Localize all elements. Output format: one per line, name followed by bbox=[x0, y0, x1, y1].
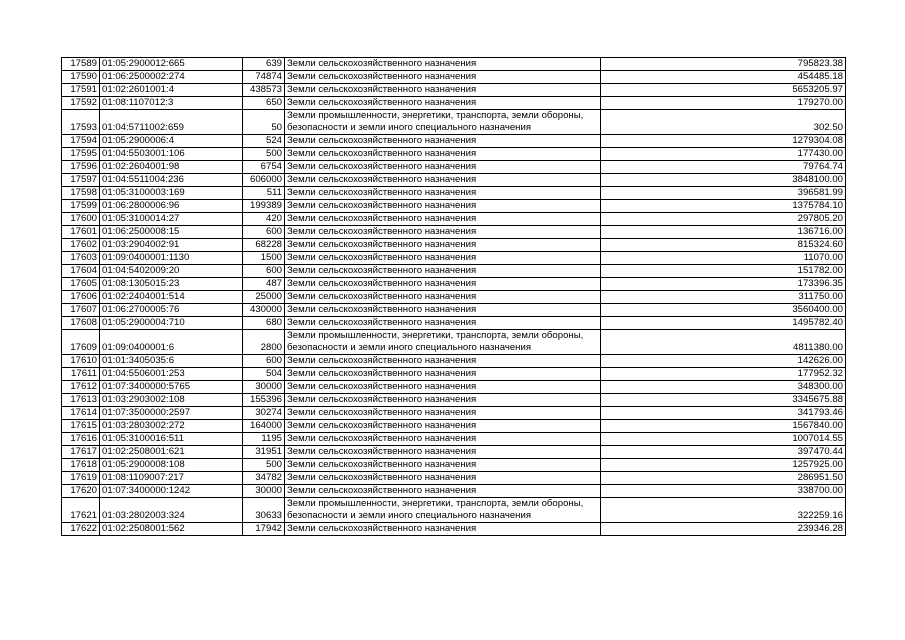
row-number: 17609 bbox=[62, 330, 100, 355]
cadastral-value: 302.50 bbox=[601, 110, 846, 135]
land-category: Земли сельскохозяйственного назначения bbox=[285, 472, 601, 485]
cadastral-number: 01:04:5503001:106 bbox=[100, 148, 243, 161]
land-category: Земли промышленности, энергетики, транспорта, земли обороны, безопасности и земли иного специального назначения bbox=[285, 498, 601, 523]
cadastral-value: 795823.38 bbox=[601, 58, 846, 71]
cadastral-value: 1567840.00 bbox=[601, 420, 846, 433]
row-number: 17593 bbox=[62, 110, 100, 135]
row-number: 17622 bbox=[62, 523, 100, 536]
cadastral-value: 4811380.00 bbox=[601, 330, 846, 355]
cadastral-number: 01:07:3400000:5765 bbox=[100, 381, 243, 394]
land-category: Земли сельскохозяйственного назначения bbox=[285, 291, 601, 304]
land-category: Земли сельскохозяйственного назначения bbox=[285, 368, 601, 381]
area-value: 68228 bbox=[243, 239, 285, 252]
cadastral-number: 01:04:5511004:236 bbox=[100, 174, 243, 187]
area-value: 606000 bbox=[243, 174, 285, 187]
area-value: 31951 bbox=[243, 446, 285, 459]
cadastral-number: 01:02:2508001:562 bbox=[100, 523, 243, 536]
cadastral-number: 01:03:2802003:324 bbox=[100, 498, 243, 523]
table-row bbox=[62, 498, 846, 523]
row-number: 17594 bbox=[62, 135, 100, 148]
table-row bbox=[62, 472, 846, 485]
row-number: 17604 bbox=[62, 265, 100, 278]
table-row bbox=[62, 459, 846, 472]
land-category: Земли сельскохозяйственного назначения bbox=[285, 148, 601, 161]
land-category: Земли сельскохозяйственного назначения bbox=[285, 278, 601, 291]
area-value: 524 bbox=[243, 135, 285, 148]
cadastral-value: 348300.00 bbox=[601, 381, 846, 394]
table-row bbox=[62, 71, 846, 84]
land-category: Земли сельскохозяйственного назначения bbox=[285, 84, 601, 97]
cadastral-number: 01:05:2900004:710 bbox=[100, 317, 243, 330]
cadastral-value: 311750.00 bbox=[601, 291, 846, 304]
area-value: 500 bbox=[243, 459, 285, 472]
area-value: 25000 bbox=[243, 291, 285, 304]
area-value: 1500 bbox=[243, 252, 285, 265]
cadastral-value: 396581.99 bbox=[601, 187, 846, 200]
row-number: 17617 bbox=[62, 446, 100, 459]
row-number: 17597 bbox=[62, 174, 100, 187]
area-value: 600 bbox=[243, 226, 285, 239]
row-number: 17608 bbox=[62, 317, 100, 330]
row-number: 17605 bbox=[62, 278, 100, 291]
cadastral-value: 11070.00 bbox=[601, 252, 846, 265]
cadastral-number: 01:04:5402009:20 bbox=[100, 265, 243, 278]
area-value: 511 bbox=[243, 187, 285, 200]
land-category: Земли сельскохозяйственного назначения bbox=[285, 304, 601, 317]
table-row bbox=[62, 278, 846, 291]
cadastral-value: 1007014.55 bbox=[601, 433, 846, 446]
row-number: 17599 bbox=[62, 200, 100, 213]
table-row bbox=[62, 394, 846, 407]
area-value: 487 bbox=[243, 278, 285, 291]
land-category: Земли сельскохозяйственного назначения bbox=[285, 446, 601, 459]
table-row bbox=[62, 368, 846, 381]
cadastral-number: 01:04:5506001:253 bbox=[100, 368, 243, 381]
row-number: 17613 bbox=[62, 394, 100, 407]
area-value: 650 bbox=[243, 97, 285, 110]
cadastral-number: 01:06:2500008:15 bbox=[100, 226, 243, 239]
cadastral-number: 01:06:2700005:76 bbox=[100, 304, 243, 317]
land-parcel-rows bbox=[62, 58, 846, 536]
area-value: 500 bbox=[243, 148, 285, 161]
table-row bbox=[62, 110, 846, 135]
area-value: 438573 bbox=[243, 84, 285, 97]
cadastral-number: 01:05:2900006:4 bbox=[100, 135, 243, 148]
area-value: 639 bbox=[243, 58, 285, 71]
area-value: 1195 bbox=[243, 433, 285, 446]
row-number: 17607 bbox=[62, 304, 100, 317]
row-number: 17601 bbox=[62, 226, 100, 239]
cadastral-value: 322259.16 bbox=[601, 498, 846, 523]
cadastral-number: 01:05:3100016:511 bbox=[100, 433, 243, 446]
land-category: Земли сельскохозяйственного назначения bbox=[285, 187, 601, 200]
row-number: 17606 bbox=[62, 291, 100, 304]
cadastral-number: 01:06:2500002:274 bbox=[100, 71, 243, 84]
area-value: 17942 bbox=[243, 523, 285, 536]
area-value: 420 bbox=[243, 213, 285, 226]
cadastral-number: 01:01:3405035:6 bbox=[100, 355, 243, 368]
cadastral-number: 01:07:3400000:1242 bbox=[100, 485, 243, 498]
table-row bbox=[62, 174, 846, 187]
cadastral-value: 1375784.10 bbox=[601, 200, 846, 213]
cadastral-value: 151782.00 bbox=[601, 265, 846, 278]
land-category: Земли сельскохозяйственного назначения bbox=[285, 407, 601, 420]
area-value: 30000 bbox=[243, 381, 285, 394]
cadastral-value: 3560400.00 bbox=[601, 304, 846, 317]
cadastral-value: 815324.60 bbox=[601, 239, 846, 252]
table-row bbox=[62, 304, 846, 317]
cadastral-number: 01:05:2900008:108 bbox=[100, 459, 243, 472]
cadastral-value: 341793.46 bbox=[601, 407, 846, 420]
table-row bbox=[62, 161, 846, 174]
area-value: 30274 bbox=[243, 407, 285, 420]
table-row bbox=[62, 420, 846, 433]
land-category: Земли сельскохозяйственного назначения bbox=[285, 252, 601, 265]
cadastral-number: 01:02:2604001:98 bbox=[100, 161, 243, 174]
cadastral-value: 454485.18 bbox=[601, 71, 846, 84]
row-number: 17610 bbox=[62, 355, 100, 368]
land-category: Земли сельскохозяйственного назначения bbox=[285, 523, 601, 536]
row-number: 17611 bbox=[62, 368, 100, 381]
cadastral-number: 01:05:3100014:27 bbox=[100, 213, 243, 226]
cadastral-value: 136716.00 bbox=[601, 226, 846, 239]
table-row bbox=[62, 187, 846, 200]
area-value: 34782 bbox=[243, 472, 285, 485]
cadastral-value: 338700.00 bbox=[601, 485, 846, 498]
cadastral-value: 79764.74 bbox=[601, 161, 846, 174]
row-number: 17603 bbox=[62, 252, 100, 265]
land-category: Земли сельскохозяйственного назначения bbox=[285, 58, 601, 71]
land-parcel-table bbox=[61, 57, 846, 536]
table-row bbox=[62, 317, 846, 330]
cadastral-number: 01:09:0400001:1130 bbox=[100, 252, 243, 265]
cadastral-value: 142626.00 bbox=[601, 355, 846, 368]
cadastral-number: 01:03:2903002:108 bbox=[100, 394, 243, 407]
area-value: 50 bbox=[243, 110, 285, 135]
cadastral-value: 179270.00 bbox=[601, 97, 846, 110]
area-value: 600 bbox=[243, 265, 285, 278]
row-number: 17598 bbox=[62, 187, 100, 200]
land-category: Земли сельскохозяйственного назначения bbox=[285, 433, 601, 446]
land-category: Земли сельскохозяйственного назначения bbox=[285, 239, 601, 252]
row-number: 17600 bbox=[62, 213, 100, 226]
cadastral-value: 397470.44 bbox=[601, 446, 846, 459]
land-category: Земли сельскохозяйственного назначения bbox=[285, 135, 601, 148]
cadastral-number: 01:08:1305015:23 bbox=[100, 278, 243, 291]
row-number: 17620 bbox=[62, 485, 100, 498]
cadastral-number: 01:02:2601001:4 bbox=[100, 84, 243, 97]
row-number: 17614 bbox=[62, 407, 100, 420]
row-number: 17618 bbox=[62, 459, 100, 472]
cadastral-value: 1495782.40 bbox=[601, 317, 846, 330]
land-category: Земли сельскохозяйственного назначения bbox=[285, 485, 601, 498]
row-number: 17595 bbox=[62, 148, 100, 161]
cadastral-number: 01:05:2900012:665 bbox=[100, 58, 243, 71]
cadastral-number: 01:02:2404001:514 bbox=[100, 291, 243, 304]
land-category: Земли сельскохозяйственного назначения bbox=[285, 226, 601, 239]
area-value: 155396 bbox=[243, 394, 285, 407]
table-row bbox=[62, 58, 846, 71]
table-row bbox=[62, 84, 846, 97]
area-value: 6754 bbox=[243, 161, 285, 174]
area-value: 30633 bbox=[243, 498, 285, 523]
land-category: Земли сельскохозяйственного назначения bbox=[285, 420, 601, 433]
table-row bbox=[62, 330, 846, 355]
area-value: 30000 bbox=[243, 485, 285, 498]
cadastral-number: 01:03:2803002:272 bbox=[100, 420, 243, 433]
table-row bbox=[62, 97, 846, 110]
land-category: Земли промышленности, энергетики, транспорта, земли обороны, безопасности и земли иного специального назначения bbox=[285, 330, 601, 355]
cadastral-number: 01:06:2800006:96 bbox=[100, 200, 243, 213]
cadastral-value: 3345675.88 bbox=[601, 394, 846, 407]
land-category: Земли сельскохозяйственного назначения bbox=[285, 161, 601, 174]
land-category: Земли сельскохозяйственного назначения bbox=[285, 459, 601, 472]
cadastral-value: 177952.32 bbox=[601, 368, 846, 381]
cadastral-value: 1279304.08 bbox=[601, 135, 846, 148]
table-row bbox=[62, 135, 846, 148]
cadastral-value: 1257925.00 bbox=[601, 459, 846, 472]
row-number: 17590 bbox=[62, 71, 100, 84]
land-category: Земли сельскохозяйственного назначения bbox=[285, 213, 601, 226]
area-value: 199389 bbox=[243, 200, 285, 213]
cadastral-value: 5653205.97 bbox=[601, 84, 846, 97]
row-number: 17621 bbox=[62, 498, 100, 523]
cadastral-value: 3848100.00 bbox=[601, 174, 846, 187]
cadastral-value: 177430.00 bbox=[601, 148, 846, 161]
cadastral-number: 01:04:5711002:659 bbox=[100, 110, 243, 135]
cadastral-number: 01:05:3100003:169 bbox=[100, 187, 243, 200]
land-category: Земли сельскохозяйственного назначения bbox=[285, 355, 601, 368]
area-value: 74874 bbox=[243, 71, 285, 84]
table-row bbox=[62, 407, 846, 420]
table-row bbox=[62, 355, 846, 368]
table-row bbox=[62, 200, 846, 213]
row-number: 17615 bbox=[62, 420, 100, 433]
row-number: 17592 bbox=[62, 97, 100, 110]
land-category: Земли сельскохозяйственного назначения bbox=[285, 317, 601, 330]
land-category: Земли сельскохозяйственного назначения bbox=[285, 381, 601, 394]
table-row bbox=[62, 381, 846, 394]
cadastral-number: 01:08:1107012:3 bbox=[100, 97, 243, 110]
row-number: 17591 bbox=[62, 84, 100, 97]
area-value: 680 bbox=[243, 317, 285, 330]
row-number: 17619 bbox=[62, 472, 100, 485]
row-number: 17602 bbox=[62, 239, 100, 252]
cadastral-number: 01:07:3500000:2597 bbox=[100, 407, 243, 420]
cadastral-number: 01:09:0400001:6 bbox=[100, 330, 243, 355]
area-value: 2800 bbox=[243, 330, 285, 355]
land-category: Земли сельскохозяйственного назначения bbox=[285, 200, 601, 213]
land-category: Земли сельскохозяйственного назначения bbox=[285, 97, 601, 110]
area-value: 504 bbox=[243, 368, 285, 381]
row-number: 17612 bbox=[62, 381, 100, 394]
land-category: Земли сельскохозяйственного назначения bbox=[285, 71, 601, 84]
table-row bbox=[62, 523, 846, 536]
cadastral-value: 173396.35 bbox=[601, 278, 846, 291]
cadastral-number: 01:08:1109007:217 bbox=[100, 472, 243, 485]
area-value: 430000 bbox=[243, 304, 285, 317]
table-row bbox=[62, 291, 846, 304]
table-row bbox=[62, 265, 846, 278]
cadastral-number: 01:03:2904002:91 bbox=[100, 239, 243, 252]
cadastral-value: 239346.28 bbox=[601, 523, 846, 536]
area-value: 600 bbox=[243, 355, 285, 368]
land-category: Земли промышленности, энергетики, транспорта, земли обороны, безопасности и земли иного специального назначения bbox=[285, 110, 601, 135]
row-number: 17596 bbox=[62, 161, 100, 174]
table-row bbox=[62, 485, 846, 498]
row-number: 17589 bbox=[62, 58, 100, 71]
land-category: Земли сельскохозяйственного назначения bbox=[285, 394, 601, 407]
area-value: 164000 bbox=[243, 420, 285, 433]
table-row bbox=[62, 148, 846, 161]
land-category: Земли сельскохозяйственного назначения bbox=[285, 265, 601, 278]
cadastral-value: 286951.50 bbox=[601, 472, 846, 485]
table-row bbox=[62, 213, 846, 226]
table-row bbox=[62, 433, 846, 446]
table-row bbox=[62, 252, 846, 265]
table-row bbox=[62, 239, 846, 252]
cadastral-value: 297805.20 bbox=[601, 213, 846, 226]
row-number: 17616 bbox=[62, 433, 100, 446]
land-category: Земли сельскохозяйственного назначения bbox=[285, 174, 601, 187]
table-row bbox=[62, 446, 846, 459]
cadastral-number: 01:02:2508001:621 bbox=[100, 446, 243, 459]
table-row bbox=[62, 226, 846, 239]
